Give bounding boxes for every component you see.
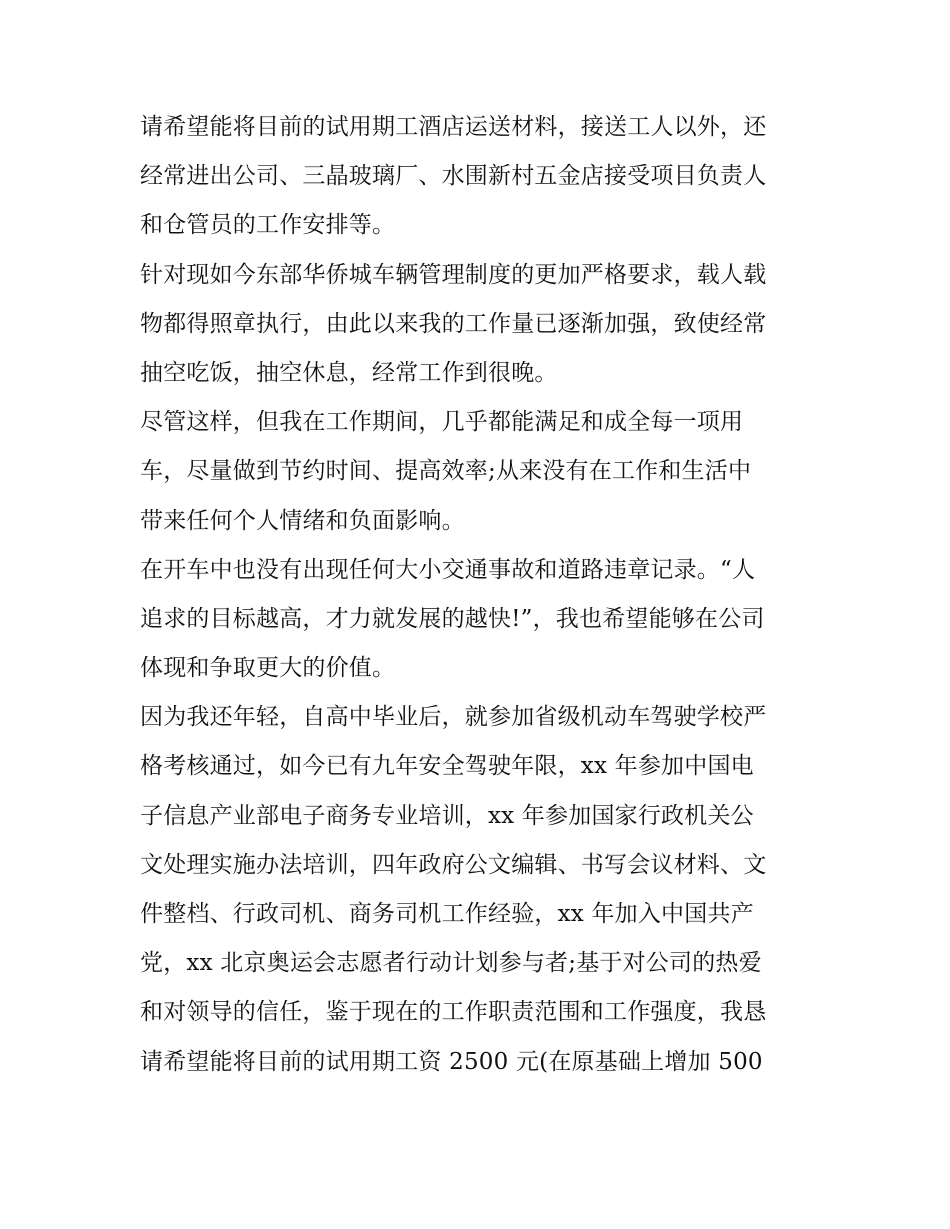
text-line: 追求的目标越高，才力就发展的越快!”，我也希望能够在公司 (140, 605, 765, 632)
text-line: 因为我还年轻，自高中毕业后，就参加省级机动车驾驶学校严 (140, 704, 767, 731)
text-line: 党，xx 北京奥运会志愿者行动计划参与者;基于对公司的热爱 (140, 950, 762, 977)
text-line: 体现和争取更大的价值。 (140, 655, 396, 682)
document-body (140, 103, 820, 1087)
text-line: 物都得照章执行，由此以来我的工作量已逐渐加强，致使经常 (140, 310, 767, 337)
text-line: 件整档、行政司机、商务司机工作经验，xx 年加入中国共产 (140, 901, 754, 927)
text-line: 经常进出公司、三晶玻璃厂、水围新村五金店接受项目负责人 (140, 163, 767, 190)
text-line: 请希望能将目前的试用期工酒店运送材料，接送工人以外，还 (140, 114, 767, 140)
text-line: 针对现如今东部华侨城车辆管理制度的更加严格要求，载人载 (140, 261, 767, 288)
text-line: 和对领导的信任，鉴于现在的工作职责范围和工作强度，我恳 (140, 999, 767, 1026)
text-line: 尽管这样，但我在工作期间，几乎都能满足和成全每一项用 (140, 409, 744, 436)
text-line: 和仓管员的工作安排等。 (140, 212, 396, 239)
text-line: 格考核通过，如今已有九年安全驾驶年限，xx 年参加中国电 (140, 753, 754, 780)
text-line: 带来任何个人情绪和负面影响。 (140, 507, 465, 534)
text-line: 子信息产业部电子商务专业培训，xx 年参加国家行政机关公 (140, 802, 754, 829)
text-line: 文处理实施办法培训，四年政府公文编辑、书写会议材料、文 (140, 851, 767, 878)
text-line: 抽空吃饭，抽空休息，经常工作到很晚。 (140, 359, 558, 386)
text-line: 在开车中也没有出现任何大小交通事故和道路违章记录。“人 (140, 556, 756, 583)
text-line: 请希望能将目前的试用期工资 2500 元(在原基础上增加 500 (140, 1048, 763, 1075)
text-line: 车，尽量做到节约时间、提高效率;从来没有在工作和生活中 (140, 458, 752, 485)
